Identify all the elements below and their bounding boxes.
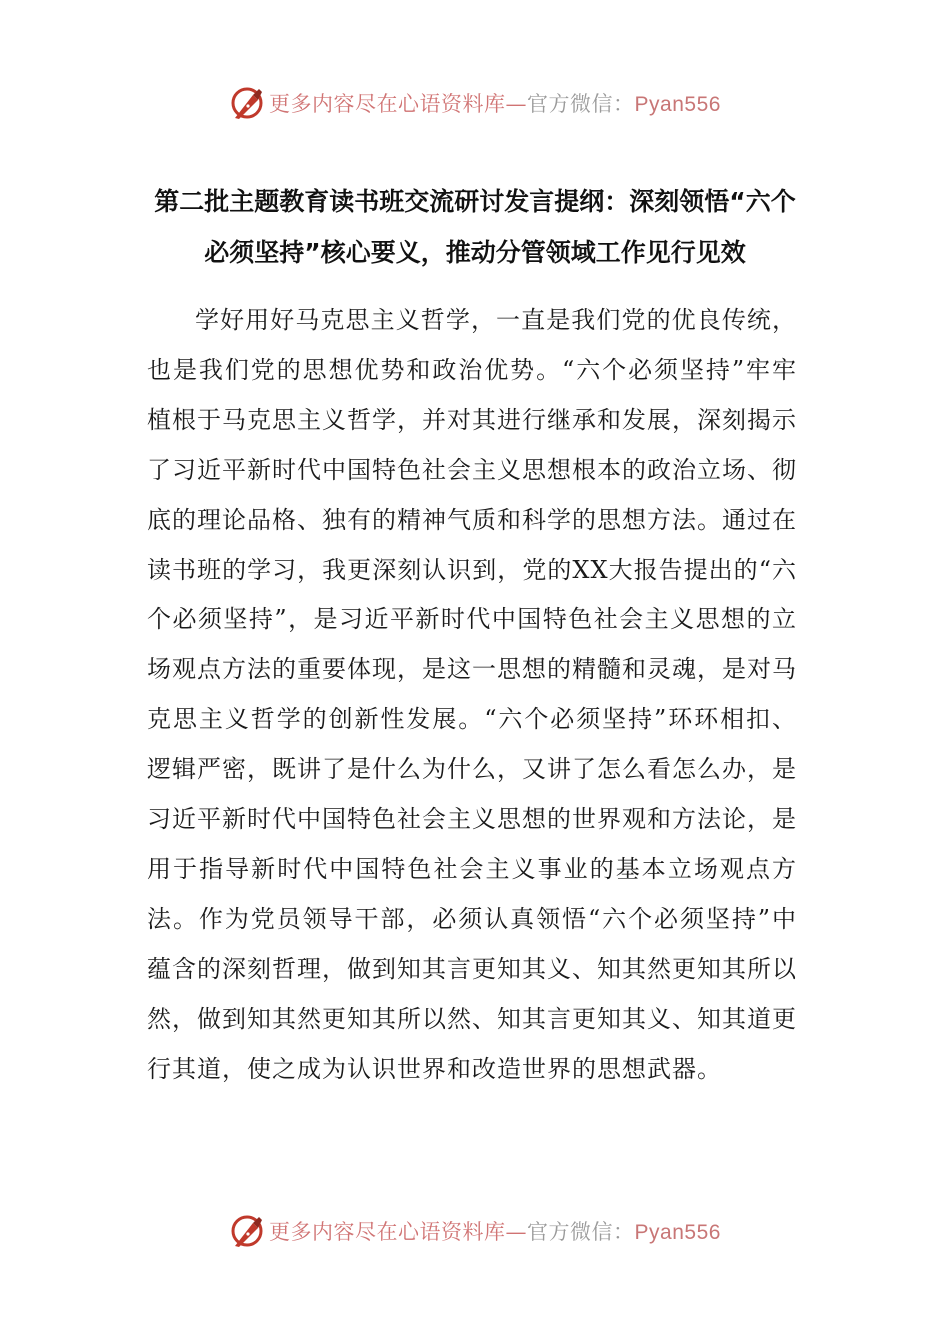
body-paragraph: 学好用好马克思主义哲学，一直是我们党的优良传统，也是我们党的思想优势和政治优势。“六个必须坚持”牢牢植根于马克思主义哲学，并对其进行继承和发展，深刻揭示了习近平新时代中国特色社会主义思想根本的政治立场、彻底的理论品格、独有的精神气质和科学的思想方法。通过在读书班的学习，我更深刻认识到，党的XX大报告提出的“六个必须坚持”，是习近平新时代中国特色社会主义思想的立场观点方法的重要体现，是这一思想的精髓和灵魂，是对马克思主义哲学的创新性发展。“六个必须坚持”环环相扣、逻辑严密，既讲了是什么为什么，又讲了怎么看怎么办，是习近平新时代中国特色社会主义思想的世界观和方法论，是用于指导新时代中国特色社会主义事业的基本立场观点方法。作为党员领导干部，必须认真领悟“六个必须坚持”中蕴含的深刻哲理，做到知其言更知其义、知其然更知其所以然，做到知其然更知其所以然、知其言更知其义、知其道更行其道，使之成为认识世界和改造世界的思想武器。 <box>147 306 797 1083</box>
footer-banner <box>0 1206 950 1256</box>
pen-nib-logo-icon <box>229 1213 265 1249</box>
banner-text: 更多内容尽在心语资料库—官方微信：Pyan556 <box>269 92 721 116</box>
wechat-label: 官方微信： <box>527 1220 635 1244</box>
document-title: 第二批主题教育读书班交流研讨发言提纲：深刻领悟“六个必须坚持”核心要义，推动分管领域工作见行见效 <box>154 187 796 267</box>
header-banner <box>0 78 950 128</box>
pen-nib-logo-icon <box>229 85 265 121</box>
wechat-id: Pyan556 <box>634 93 721 116</box>
wechat-id: Pyan556 <box>634 1221 721 1244</box>
banner-text: 更多内容尽在心语资料库—官方微信：Pyan556 <box>269 1220 721 1244</box>
wechat-label: 官方微信： <box>527 92 635 116</box>
